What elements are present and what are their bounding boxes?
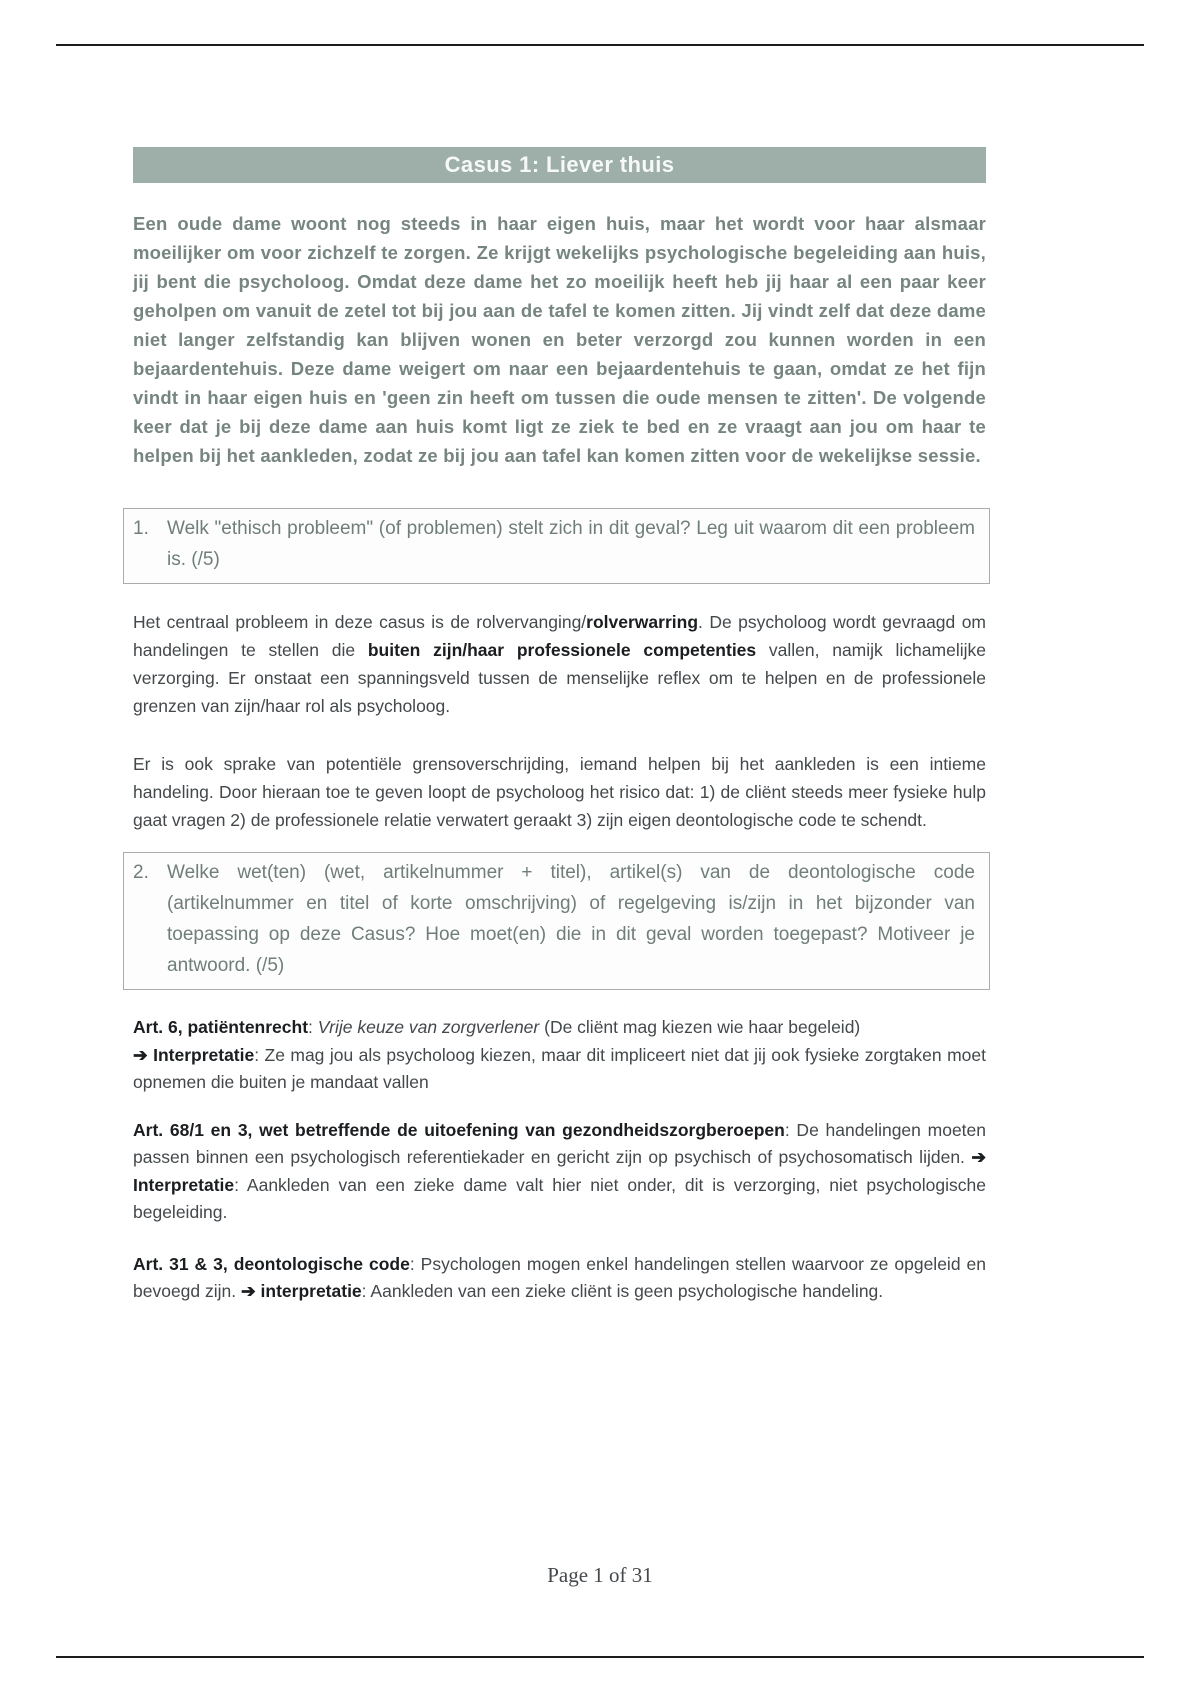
interpretation-arrow-label: ➔ interpretatie	[241, 1281, 362, 1301]
question-box-1	[123, 508, 990, 584]
answer-1-text: . De psycholoog wordt gevraagd om handelingen te stellen die	[133, 612, 987, 660]
question-2-text: Welke wet(ten) (wet, artikelnummer + titel), artikel(s) van de deontologische code (artikelnummer en titel of korte omschrijving) of regelgeving is/zijn in het bijzonder van toepassing op deze Casus? Hoe moet(en) die in dit geval worden toegepast? Motiveer je antwoord. (/5)	[167, 862, 975, 976]
answer-1-bold-term: buiten zijn/haar professionele competenties	[367, 640, 757, 660]
page-content	[133, 147, 986, 1306]
law-paragraph-art68	[133, 1117, 986, 1227]
answer-1-text: Het centraal probleem in deze casus is de rolvervanging/	[133, 612, 587, 632]
law-text: : De handelingen moeten passen binnen een psychologisch referentiekader en gericht zijn op psychisch of psychosomatisch lijden.	[133, 1119, 987, 1167]
interpretation-arrow-label: ➔ Interpretatie	[133, 1044, 255, 1065]
law-text: (De cliënt mag kiezen wie haar begeleid)	[539, 1017, 861, 1037]
law-text: : Ze mag jou als psycholoog kiezen, maar dit impliceert niet dat jij ook fysieke zorgtaken moet opnemen die buiten je mandaat vallen	[133, 1044, 986, 1092]
question-1-number: 1.	[133, 518, 149, 539]
question-1-text: Welk "ethisch probleem" (of problemen) stelt zich in dit geval? Leg uit waarom dit een probleem is. (/5)	[167, 518, 975, 570]
answer-paragraph-1	[133, 608, 986, 720]
law-text: : Aankleden van een zieke dame valt hier niet onder, dit is verzorging, niet psychologische begeleiding.	[133, 1174, 986, 1222]
question-2-number: 2.	[133, 862, 149, 883]
law-paragraph-art6	[133, 1014, 986, 1097]
law-title: Art. 6, patiëntenrecht	[133, 1017, 309, 1037]
top-divider	[56, 44, 1144, 46]
law-italic-title: Vrije keuze van zorgverlener	[317, 1017, 540, 1037]
interpretation-arrow-label: ➔ Interpretatie	[133, 1147, 986, 1195]
law-text: : Psychologen mogen enkel handelingen stellen waarvoor ze opgeleid en bevoegd zijn.	[133, 1253, 986, 1301]
case-title-bar	[133, 147, 986, 183]
question-box-2	[123, 852, 990, 990]
answer-1-bold-term: rolverwarring	[586, 612, 699, 632]
law-title: Art. 68/1 en 3, wet betreffende de uitoefening van gezondheidszorgberoepen	[133, 1119, 785, 1140]
page-number: Page 1 of 31	[547, 1563, 653, 1587]
bottom-divider	[56, 1656, 1144, 1658]
answer-1-text: vallen, namijk lichamelijke verzorging. Er onstaat een spanningsveld tussen de menselijke reflex om te helpen en de professionele grenzen van zijn/haar rol als psycholoog.	[133, 640, 986, 716]
law-title: Art. 31 & 3, deontologische code	[133, 1253, 410, 1274]
law-text: : Aankleden van een zieke cliënt is geen psychologische handeling.	[361, 1281, 884, 1301]
answer-paragraph-2: Er is ook sprake van potentiële grensoverschrijding, iemand helpen bij het aankleden is een intieme handeling. Door hieraan toe te geven loopt de psycholoog het risico dat: 1) de cliënt steeds meer fysieke hulp gaat vragen 2) de professionele relatie verwatert geraakt 3) zijn eigen deontologische code te schendt.	[133, 754, 986, 830]
case-description: Een oude dame woont nog steeds in haar eigen huis, maar het wordt voor haar alsmaar moeilijker om voor zichzelf te zorgen. Ze krijgt wekelijks psychologische begeleiding aan huis, jij bent die psycholoog. Omdat deze dame het zo moeilijk heeft heb jij haar al een paar keer geholpen om vanuit de zetel tot bij jou aan de tafel te komen zitten. Jij vindt zelf dat deze dame niet langer zelfstandig kan blijven wonen en beter verzorgd zou kunnen worden in een bejaardentehuis. Deze dame weigert om naar een bejaardentehuis te gaan, omdat ze het fijn vindt in haar eigen huis en 'geen zin heeft om tussen die oude mensen te zitten'. De volgende keer dat je bij deze dame aan huis komt ligt ze ziek te bed en ze vraagt aan jou om haar te helpen bij het aankleden, zodat ze bij jou aan tafel kan komen zitten voor de wekelijkse sessie.	[133, 213, 986, 466]
law-text: :	[308, 1017, 318, 1037]
case-title: Casus 1: Liever thuis	[444, 152, 675, 177]
question-box-2-wrapper	[133, 852, 986, 990]
law-paragraph-art31	[133, 1251, 986, 1306]
